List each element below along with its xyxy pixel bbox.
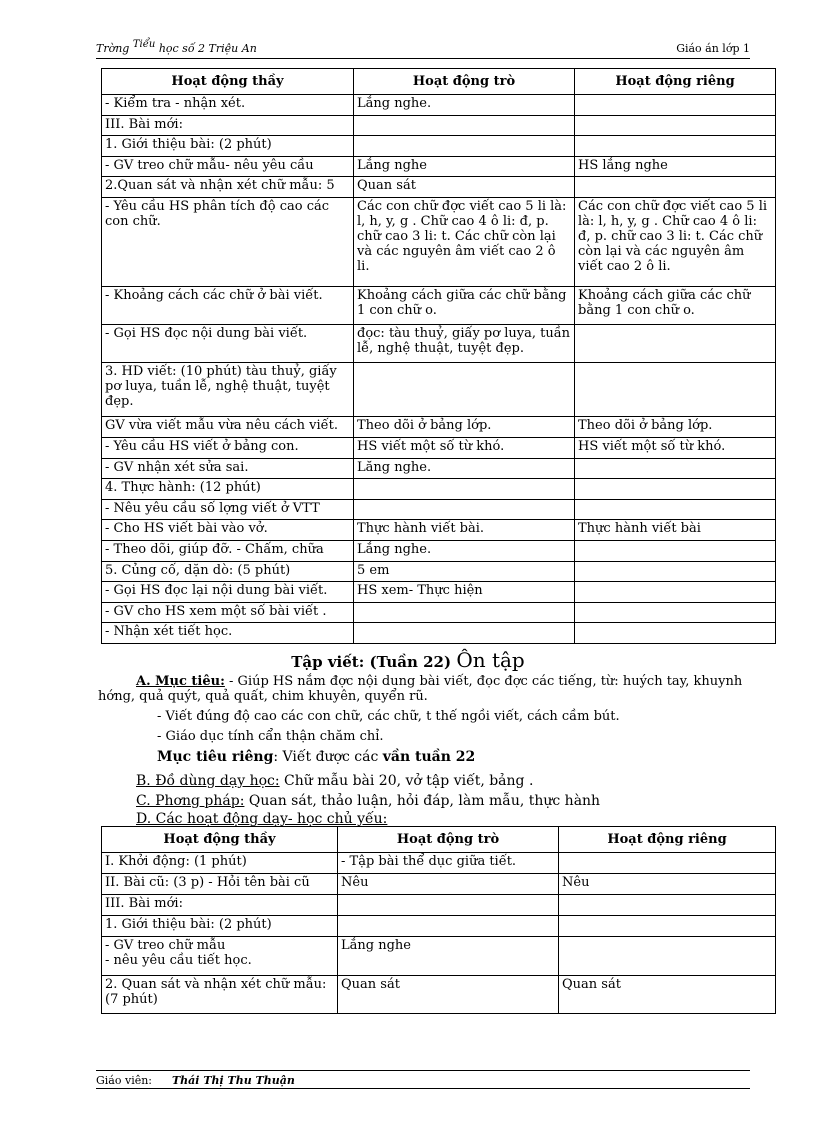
table-cell: Nêu xyxy=(559,874,776,895)
table-cell xyxy=(338,916,559,937)
table-cell xyxy=(575,499,776,520)
table-cell: - Nêu yêu cầu số lợng viết ở VTT xyxy=(102,499,354,520)
table-cell: Các con chữ đợc viết cao 5 li là: l, h, y, g . Chữ cao 4 ô li: đ, p. chữ cao 3 li: t. Các chữ còn lại và các nguyên âm viết cao 2 ô li. xyxy=(354,197,575,286)
section-title: Tập viết: (Tuần 22) Ôn tập xyxy=(291,648,525,672)
table-row xyxy=(102,853,776,874)
method: C. Phơng pháp: Quan sát, thảo luận, hỏi đáp, làm mẫu, thực hành xyxy=(136,793,601,809)
table-cell xyxy=(354,115,575,136)
table-cell: HS xem- Thực hiện xyxy=(354,582,575,603)
table-cell: Nêu xyxy=(338,874,559,895)
table-cell: 2. Quan sát và nhận xét chữ mẫu: (7 phút) xyxy=(102,975,338,1014)
table-cell: - Yêu cầu HS viết ở bảng con. xyxy=(102,438,354,459)
table-cell: - GV cho HS xem một số bài viết . xyxy=(102,602,354,623)
activities-heading: D. Các hoạt động dạy- học chủ yếu: xyxy=(136,811,388,827)
table-row xyxy=(102,916,776,937)
objective-special: Mục tiêu riêng: Viết được các vần tuần 22 xyxy=(157,749,476,765)
table-row xyxy=(102,975,776,1014)
table-cell: Lắng nghe xyxy=(338,937,559,976)
table-cell xyxy=(354,136,575,157)
table-row xyxy=(102,458,776,479)
table-row xyxy=(102,287,776,325)
table-header: Hoạt động riêng xyxy=(575,69,776,95)
table-cell xyxy=(354,623,575,644)
table-row xyxy=(102,156,776,177)
table-row xyxy=(102,362,776,417)
table-row xyxy=(102,895,776,916)
table-cell: I. Khởi động: (1 phút) xyxy=(102,853,338,874)
table-cell: - GV treo chữ mẫu- nêu yêu cầu xyxy=(102,156,354,177)
table-row xyxy=(102,582,776,603)
table-cell: GV vừa viết mẫu vừa nêu cách viết. xyxy=(102,417,354,438)
table-header: Hoạt động trò xyxy=(354,69,575,95)
table-cell: 4. Thực hành: (12 phút) xyxy=(102,479,354,500)
table-row xyxy=(102,479,776,500)
page-footer xyxy=(96,1070,750,1089)
activity-table-1 xyxy=(101,68,776,644)
table-cell: - Cho HS viết bài vào vở. xyxy=(102,520,354,541)
table-cell: Thực hành viết bài xyxy=(575,520,776,541)
table-row xyxy=(102,540,776,561)
table-cell: Theo dõi ở bảng lớp. xyxy=(575,417,776,438)
table-cell xyxy=(575,561,776,582)
table-row xyxy=(102,623,776,644)
table-row xyxy=(102,136,776,157)
table-row xyxy=(102,561,776,582)
table-header: Hoạt động thầy xyxy=(102,827,338,853)
table-cell: 3. HD viết: (10 phút) tàu thuỷ, giấy pơ luya, tuần lễ, nghệ thuật, tuyệt đẹp. xyxy=(102,362,354,417)
table-cell xyxy=(575,602,776,623)
table-header: Hoạt động trò xyxy=(338,827,559,853)
table-cell: HS viết một số từ khó. xyxy=(354,438,575,459)
table-cell: - GV nhận xét sửa sai. xyxy=(102,458,354,479)
table-row xyxy=(102,937,776,976)
materials: B. Đồ dùng dạy học: Chữ mẫu bài 20, vở tập viết, bảng . xyxy=(136,773,534,789)
objective-a: A. Mục tiêu: - Giúp HS nắm đợc nội dung bài viết, đọc đợc các tiếng, từ: huých tay, khuynh hớng, quả quýt, quả quất, chim khuyên, quyển rũ. xyxy=(98,674,743,704)
table-cell: Khoảng cách giữa các chữ bằng 1 con chữ o. xyxy=(575,287,776,325)
table-cell: Quan sát xyxy=(559,975,776,1014)
table-cell xyxy=(575,324,776,362)
table-cell xyxy=(575,582,776,603)
table-row xyxy=(102,324,776,362)
table-cell: - Kiểm tra - nhận xét. xyxy=(102,95,354,116)
table-cell: 1. Giới thiệu bài: (2 phút) xyxy=(102,916,338,937)
table-cell: Theo dõi ở bảng lớp. xyxy=(354,417,575,438)
table-cell: III. Bài mới: xyxy=(102,115,354,136)
table-cell: Lắng nghe xyxy=(354,156,575,177)
table-cell: - Yêu cầu HS phân tích độ cao các con chữ. xyxy=(102,197,354,286)
table-cell: Quan sát xyxy=(338,975,559,1014)
school-name: Trờng Tiểu học số 2 Triệu An xyxy=(96,39,257,55)
page-header xyxy=(96,38,750,59)
objective-a-line2: - Viết đúng độ cao các con chữ, các chữ, t thế ngồi viết, cách cầm bút. xyxy=(157,709,620,724)
table-cell: đọc: tàu thuỷ, giấy pơ luya, tuần lễ, nghệ thuật, tuyệt đẹp. xyxy=(354,324,575,362)
table-cell xyxy=(575,458,776,479)
table-header: Hoạt động thầy xyxy=(102,69,354,95)
table-cell: Các con chữ đợc viết cao 5 li là: l, h, y, g . Chữ cao 4 ô li: đ, p. chữ cao 3 li: t. Các chữ còn lại và các nguyên âm viết cao 2 ô li. xyxy=(575,197,776,286)
table-cell xyxy=(575,623,776,644)
table-cell: - Gọi HS đọc lại nội dung bài viết. xyxy=(102,582,354,603)
table-cell: - Tập bài thể dục giữa tiết. xyxy=(338,853,559,874)
table-cell xyxy=(575,177,776,198)
table-cell: Lắng nghe. xyxy=(354,95,575,116)
table-row xyxy=(102,95,776,116)
table-cell: 5 em xyxy=(354,561,575,582)
table-cell xyxy=(354,499,575,520)
table-row xyxy=(102,115,776,136)
table-cell xyxy=(575,95,776,116)
objective-a-line3: - Giáo dục tính cẩn thận chăm chỉ. xyxy=(157,729,384,744)
table-row xyxy=(102,874,776,895)
table-row xyxy=(102,177,776,198)
table-row xyxy=(102,417,776,438)
table-cell: Thực hành viết bài. xyxy=(354,520,575,541)
table-cell: Lăng nghe. xyxy=(354,458,575,479)
lesson-plan-label: Giáo án lớp 1 xyxy=(676,42,750,55)
table-cell xyxy=(575,540,776,561)
table-cell: 2.Quan sát và nhận xét chữ mẫu: 5 xyxy=(102,177,354,198)
table-cell xyxy=(559,916,776,937)
table-cell xyxy=(575,362,776,417)
table-row xyxy=(102,602,776,623)
table-header: Hoạt động riêng xyxy=(559,827,776,853)
table-cell: - Theo dõi, giúp đỡ. - Chấm, chữa xyxy=(102,540,354,561)
teacher-label: Giáo viên: xyxy=(96,1074,153,1087)
table-row xyxy=(102,197,776,286)
table-cell xyxy=(575,479,776,500)
table-cell xyxy=(338,895,559,916)
table-cell xyxy=(575,136,776,157)
table-cell: - Gọi HS đọc nội dung bài viết. xyxy=(102,324,354,362)
table-cell xyxy=(354,602,575,623)
table-cell xyxy=(559,853,776,874)
table-cell xyxy=(559,895,776,916)
table-cell: Khoảng cách giữa các chữ bằng 1 con chữ o. xyxy=(354,287,575,325)
table-cell: Lắng nghe. xyxy=(354,540,575,561)
table-row xyxy=(102,499,776,520)
table-cell: 5. Củng cố, dặn dò: (5 phút) xyxy=(102,561,354,582)
table-cell: HS lắng nghe xyxy=(575,156,776,177)
table-cell xyxy=(354,479,575,500)
table-cell: 1. Giới thiệu bài: (2 phút) xyxy=(102,136,354,157)
teacher-name: Thái Thị Thu Thuận xyxy=(172,1074,295,1087)
activity-table-2 xyxy=(101,826,776,1014)
table-cell xyxy=(559,937,776,976)
table-cell: HS viết một số từ khó. xyxy=(575,438,776,459)
table-cell: Quan sát xyxy=(354,177,575,198)
table-cell xyxy=(354,362,575,417)
table-cell: - GV treo chữ mẫu - nêu yêu cầu tiết học. xyxy=(102,937,338,976)
table-cell: III. Bài mới: xyxy=(102,895,338,916)
table-row xyxy=(102,438,776,459)
table-cell: - Khoảng cách các chữ ở bài viết. xyxy=(102,287,354,325)
table-cell: II. Bài cũ: (3 p) - Hỏi tên bài cũ xyxy=(102,874,338,895)
table-cell xyxy=(575,115,776,136)
table-row xyxy=(102,520,776,541)
table-cell: - Nhận xét tiết học. xyxy=(102,623,354,644)
